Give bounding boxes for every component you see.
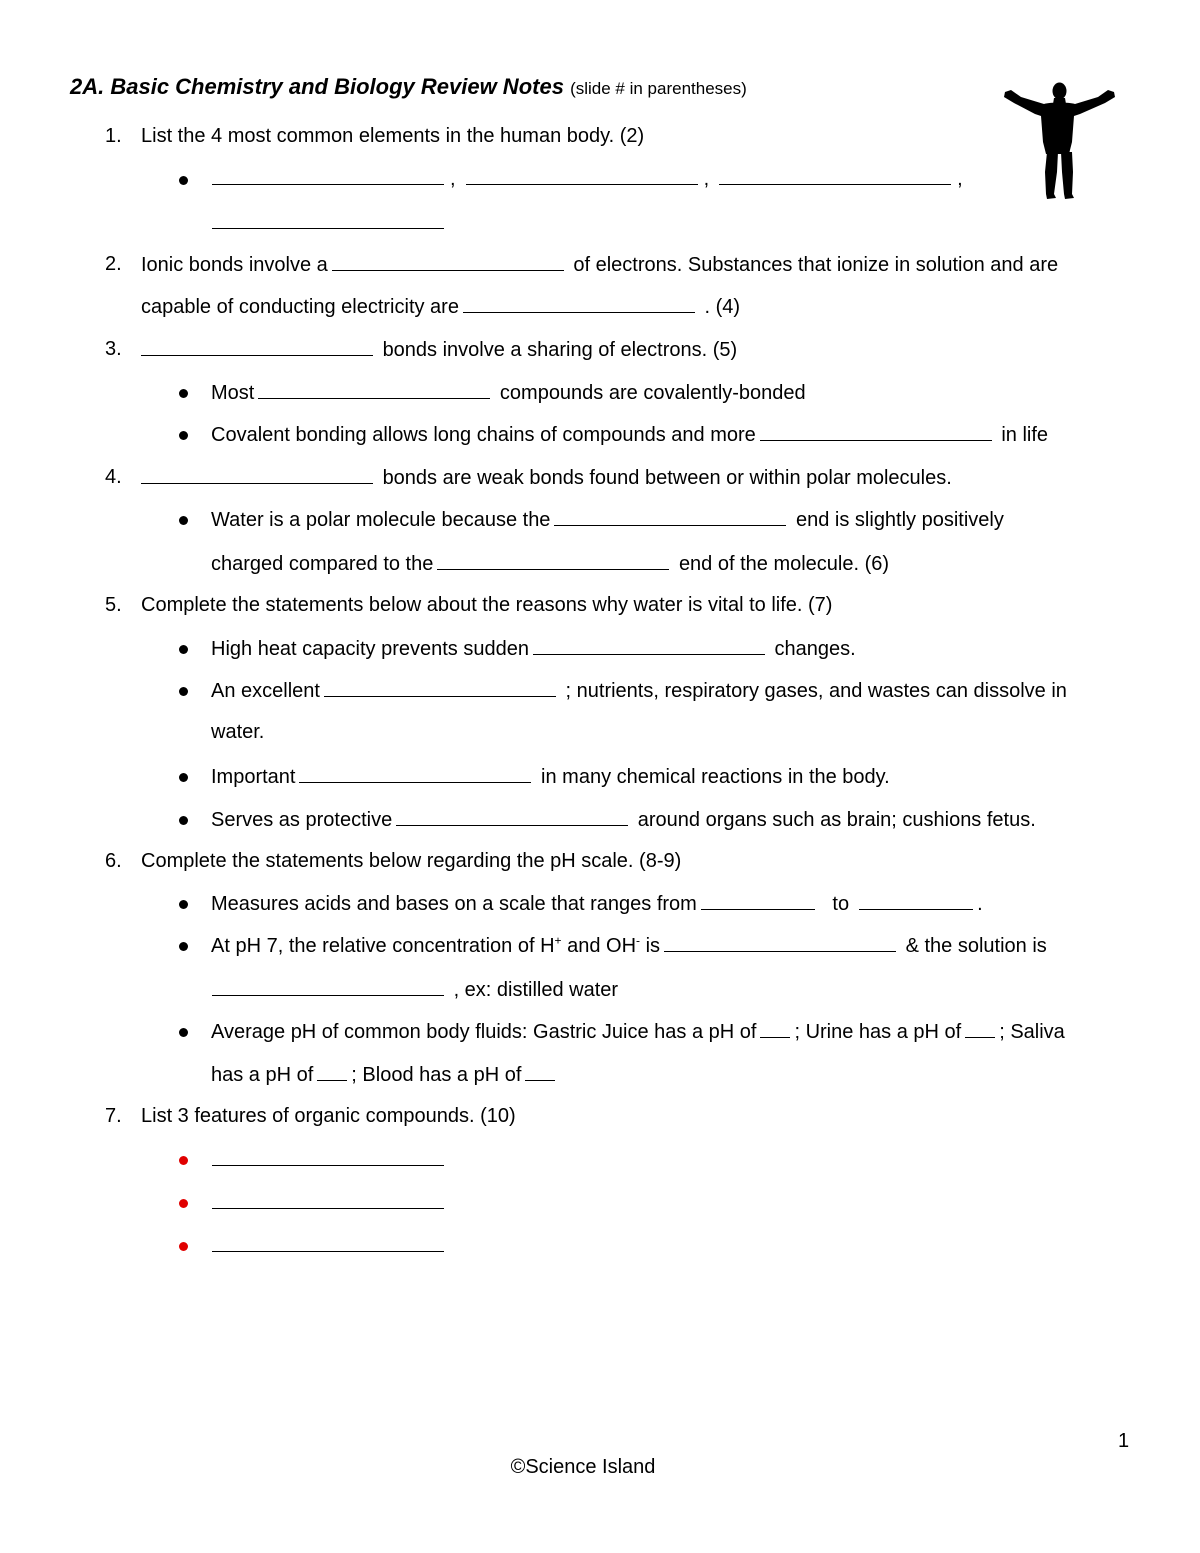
q4-blank-1[interactable] xyxy=(141,463,373,484)
q4-blank-2[interactable] xyxy=(554,505,786,526)
q1-blank-4[interactable] xyxy=(212,208,444,229)
q6-blank-1[interactable] xyxy=(701,889,815,910)
q7-blank-2[interactable] xyxy=(212,1188,444,1209)
human-silhouette-icon xyxy=(1002,82,1117,200)
q7-bullet-3 xyxy=(179,1242,188,1251)
q5-b3-text-b: in many chemical reactions in the body. xyxy=(541,766,890,788)
q5-bullet-4 xyxy=(179,816,188,825)
q4-number: 4. xyxy=(105,466,122,488)
q4-bullet-1-text-cont xyxy=(211,549,889,578)
q2-number: 2. xyxy=(105,253,122,275)
q6-b1-text-c: . xyxy=(977,893,983,915)
q6-b2-text-b: and OH xyxy=(561,935,637,957)
q3-number: 3. xyxy=(105,338,122,360)
q7-bullet-2 xyxy=(179,1199,188,1208)
q6-number: 6. xyxy=(105,850,122,872)
q5-b1-text-b: changes. xyxy=(774,638,856,660)
q3-bullet-1 xyxy=(179,389,188,398)
q2-text-a: Ionic bonds involve a xyxy=(141,254,328,276)
q1-blank-3[interactable] xyxy=(719,164,951,185)
q7-answer-3 xyxy=(208,1231,448,1260)
q1-number: 1. xyxy=(105,125,122,147)
q6-b2-text-a: At pH 7, the relative concentration of H xyxy=(211,935,555,957)
q4-bullet-1 xyxy=(179,516,188,525)
q4-line xyxy=(137,463,952,492)
q1-text: List the 4 most common elements in the human body. (2) xyxy=(141,125,645,147)
q7-bullet-1 xyxy=(179,1156,188,1165)
q6-b2-text-c: is xyxy=(640,935,661,957)
q2-blank-2[interactable] xyxy=(463,292,695,313)
q4-b1-text-b: end is slightly positively xyxy=(796,509,1004,531)
q5-b1-text-a: High heat capacity prevents sudden xyxy=(211,638,529,660)
q1-answer-row-2 xyxy=(208,208,448,237)
q6-bullet-2-text-cont xyxy=(208,975,618,1004)
q5-blank-1[interactable] xyxy=(533,634,765,655)
q6-bullet-3 xyxy=(179,1028,188,1037)
q5-bullet-1 xyxy=(179,645,188,654)
q4-text: bonds are weak bonds found between or within polar molecules. xyxy=(382,467,952,489)
q6-bullet-2 xyxy=(179,942,188,951)
q5-bullet-3-text xyxy=(211,762,890,791)
q4-b1-text-d: end of the molecule. (6) xyxy=(678,553,890,575)
q1-comma: , xyxy=(957,168,963,190)
q7-answer-1 xyxy=(208,1145,448,1174)
q6-blank-urine[interactable] xyxy=(965,1017,995,1038)
q5-bullet-4-text xyxy=(211,805,1036,834)
q1-bullet xyxy=(179,176,188,185)
title-subtitle: (slide # in parentheses) xyxy=(570,79,747,98)
q1-blank-2[interactable] xyxy=(466,164,698,185)
q6-b3-text-d: has a pH of xyxy=(211,1064,314,1086)
q6-b1-text-a: Measures acids and bases on a scale that ranges from xyxy=(211,893,697,915)
q6-blank-4[interactable] xyxy=(212,975,444,996)
q2-text-c: capable of conducting electricity are xyxy=(141,296,459,318)
q4-blank-3[interactable] xyxy=(437,549,669,570)
q2-line-1 xyxy=(141,250,1058,279)
q6-b2-text-d: & the solution is xyxy=(905,935,1047,957)
q6-blank-saliva[interactable] xyxy=(317,1060,347,1081)
q6-blank-blood[interactable] xyxy=(525,1060,555,1081)
q4-b1-text-c: charged compared to the xyxy=(211,553,434,575)
q6-bullet-1 xyxy=(179,900,188,909)
q3-b1-text-a: Most xyxy=(211,382,255,404)
q4-bullet-1-text xyxy=(211,505,1004,534)
q6-b1-text-b: to xyxy=(832,893,850,915)
q1-comma: , xyxy=(703,168,710,190)
q6-b3-text-b: ; Urine has a pH of xyxy=(794,1021,962,1043)
footer xyxy=(0,1456,1200,1479)
q2-text-d: . (4) xyxy=(704,296,741,318)
q5-blank-2[interactable] xyxy=(324,676,556,697)
q6-text: Complete the statements below regarding the pH scale. (8-9) xyxy=(141,850,682,872)
q7-blank-1[interactable] xyxy=(212,1145,444,1166)
q7-text: List 3 features of organic compounds. (10) xyxy=(141,1105,516,1127)
q5-bullet-1-text xyxy=(211,634,856,663)
q5-b4-text-b: around organs such as brain; cushions fetus. xyxy=(637,809,1036,831)
q6-bullet-2-text xyxy=(211,931,1047,960)
q5-bullet-2 xyxy=(179,687,188,696)
title-main: 2A. Basic Chemistry and Biology Review Notes xyxy=(70,74,564,99)
q3-bullet-2-text xyxy=(211,420,1048,449)
q2-text-b: of electrons. Substances that ionize in solution and are xyxy=(573,254,1059,276)
q6-blank-gastric[interactable] xyxy=(760,1017,790,1038)
q5-b2-text-b: ; nutrients, respiratory gases, and wastes can dissolve in xyxy=(565,680,1067,702)
q3-bullet-1-text xyxy=(211,378,806,407)
page-number: 1 xyxy=(1118,1430,1130,1452)
q1-answer-row xyxy=(208,164,969,193)
q3-b2-text-b: in life xyxy=(1001,424,1049,446)
q2-blank-1[interactable] xyxy=(332,250,564,271)
q7-answer-2 xyxy=(208,1188,448,1217)
q3-b1-text-b: compounds are covalently-bonded xyxy=(499,382,806,404)
copyright-text: ©Science Island xyxy=(510,1456,656,1478)
q5-b2-text-c: water. xyxy=(211,721,265,743)
q6-blank-3[interactable] xyxy=(664,931,896,952)
q1-comma: , xyxy=(450,168,456,190)
q5-blank-3[interactable] xyxy=(299,762,531,783)
q3-bullet-2 xyxy=(179,431,188,440)
q5-b3-text-a: Important xyxy=(211,766,296,788)
q6-blank-2[interactable] xyxy=(859,889,973,910)
q5-text: Complete the statements below about the reasons why water is vital to life. (7) xyxy=(141,594,833,616)
q3-blank-1[interactable] xyxy=(141,335,373,356)
q2-line-2 xyxy=(141,292,740,321)
q3-text: bonds involve a sharing of electrons. (5) xyxy=(382,339,738,361)
q3-line xyxy=(137,335,737,364)
q6-b3-text-c: ; Saliva xyxy=(999,1021,1065,1043)
q5-blank-4[interactable] xyxy=(396,805,628,826)
q6-bullet-3-text xyxy=(211,1017,1065,1046)
q3-blank-3[interactable] xyxy=(760,420,992,441)
q3-blank-2[interactable] xyxy=(258,378,490,399)
q5-bullet-2-text xyxy=(211,676,1067,705)
q4-b1-text-a: Water is a polar molecule because the xyxy=(211,509,551,531)
q6-bullet-1-text xyxy=(211,889,983,918)
q5-b4-text-a: Serves as protective xyxy=(211,809,393,831)
q6-b2-sup-minus: - xyxy=(636,933,641,948)
q6-bullet-3-text-cont xyxy=(211,1060,559,1089)
q1-blank-1[interactable] xyxy=(212,164,444,185)
q5-number: 5. xyxy=(105,594,122,616)
q5-bullet-3 xyxy=(179,773,188,782)
page-title xyxy=(70,74,747,100)
q6-b2-sup-plus: + xyxy=(554,933,562,948)
q5-b2-text-a: An excellent xyxy=(211,680,320,702)
q7-number: 7. xyxy=(105,1105,122,1127)
q6-b2-text-e: , ex: distilled water xyxy=(453,979,619,1001)
q3-b2-text-a: Covalent bonding allows long chains of compounds and more xyxy=(211,424,756,446)
q7-blank-3[interactable] xyxy=(212,1231,444,1252)
q6-b3-text-a: Average pH of common body fluids: Gastric Juice has a pH of xyxy=(211,1021,757,1043)
q6-b3-text-e: ; Blood has a pH of xyxy=(351,1064,522,1086)
